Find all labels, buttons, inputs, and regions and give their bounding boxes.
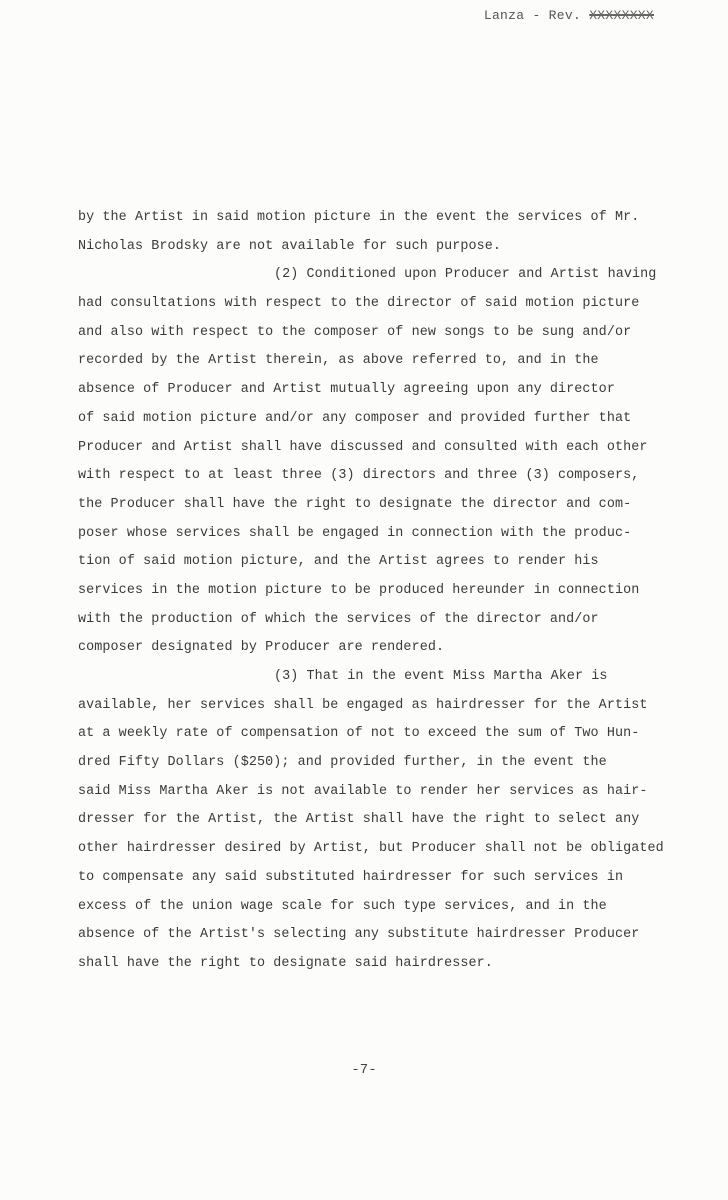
body-line: dresser for the Artist, the Artist shall have the right to select any [78,812,640,828]
paragraph-2-start: (2) Conditioned upon Producer and Artist having [274,267,657,283]
body-line: dred Fifty Dollars ($250); and provided further, in the event the [78,755,607,771]
body-line: with the production of which the services of the director and/or [78,611,599,627]
body-line: absence of the Artist's selecting any substitute hairdresser Producer [78,927,640,943]
paragraph-3-start: (3) That in the event Miss Martha Aker is [274,669,608,684]
body-line: composer designated by Producer are rendered. [78,640,445,656]
body-line: with respect to at least three (3) directors and three (3) composers, [78,468,640,484]
header-revision-label: Lanza - Rev. [483,8,590,23]
header-struck-revision: XXXXXXXX [589,8,654,23]
body-line: absence of Producer and Artist mutually agreeing upon any director [78,382,615,398]
body-line: by the Artist in said motion picture in the event the services of Mr. [78,210,640,225]
body-line: Nicholas Brodsky are not available for such purpose. [78,238,502,254]
body-line: the Producer shall have the right to designate the director and com- [78,496,632,512]
body-line: said Miss Martha Aker is not available to render her services as hair- [78,783,648,799]
body-line: services in the motion picture to be produced hereunder in connection [78,582,640,598]
body-line: Producer and Artist shall have discussed and consulted with each other [78,439,648,455]
body-line: to compensate any said substituted hairdresser for such services in [78,869,624,885]
body-line: of said motion picture and/or any composer and provided further that [78,410,632,426]
body-line: and also with respect to the composer of new songs to be sung and/or [78,324,632,340]
body-line: other hairdresser desired by Artist, but Producer shall not be obligated [78,841,664,857]
page-header [484,8,654,23]
body-line: shall have the right to designate said hairdresser. [78,955,493,971]
body-line: poser whose services shall be engaged in connection with the produc- [78,525,632,541]
body-line: at a weekly rate of compensation of not to exceed the sum of Two Hun- [78,726,640,742]
contract-body [78,204,718,979]
body-line: had consultations with respect to the director of said motion picture [78,296,640,312]
body-line: excess of the union wage scale for such type services, and in the [78,898,607,914]
page-number: -7- [351,1062,377,1078]
body-line: recorded by the Artist therein, as above referred to, and in the [78,353,599,369]
body-line: available, her services shall be engaged as hairdresser for the Artist [78,697,648,713]
body-line: tion of said motion picture, and the Artist agrees to render his [78,554,599,570]
